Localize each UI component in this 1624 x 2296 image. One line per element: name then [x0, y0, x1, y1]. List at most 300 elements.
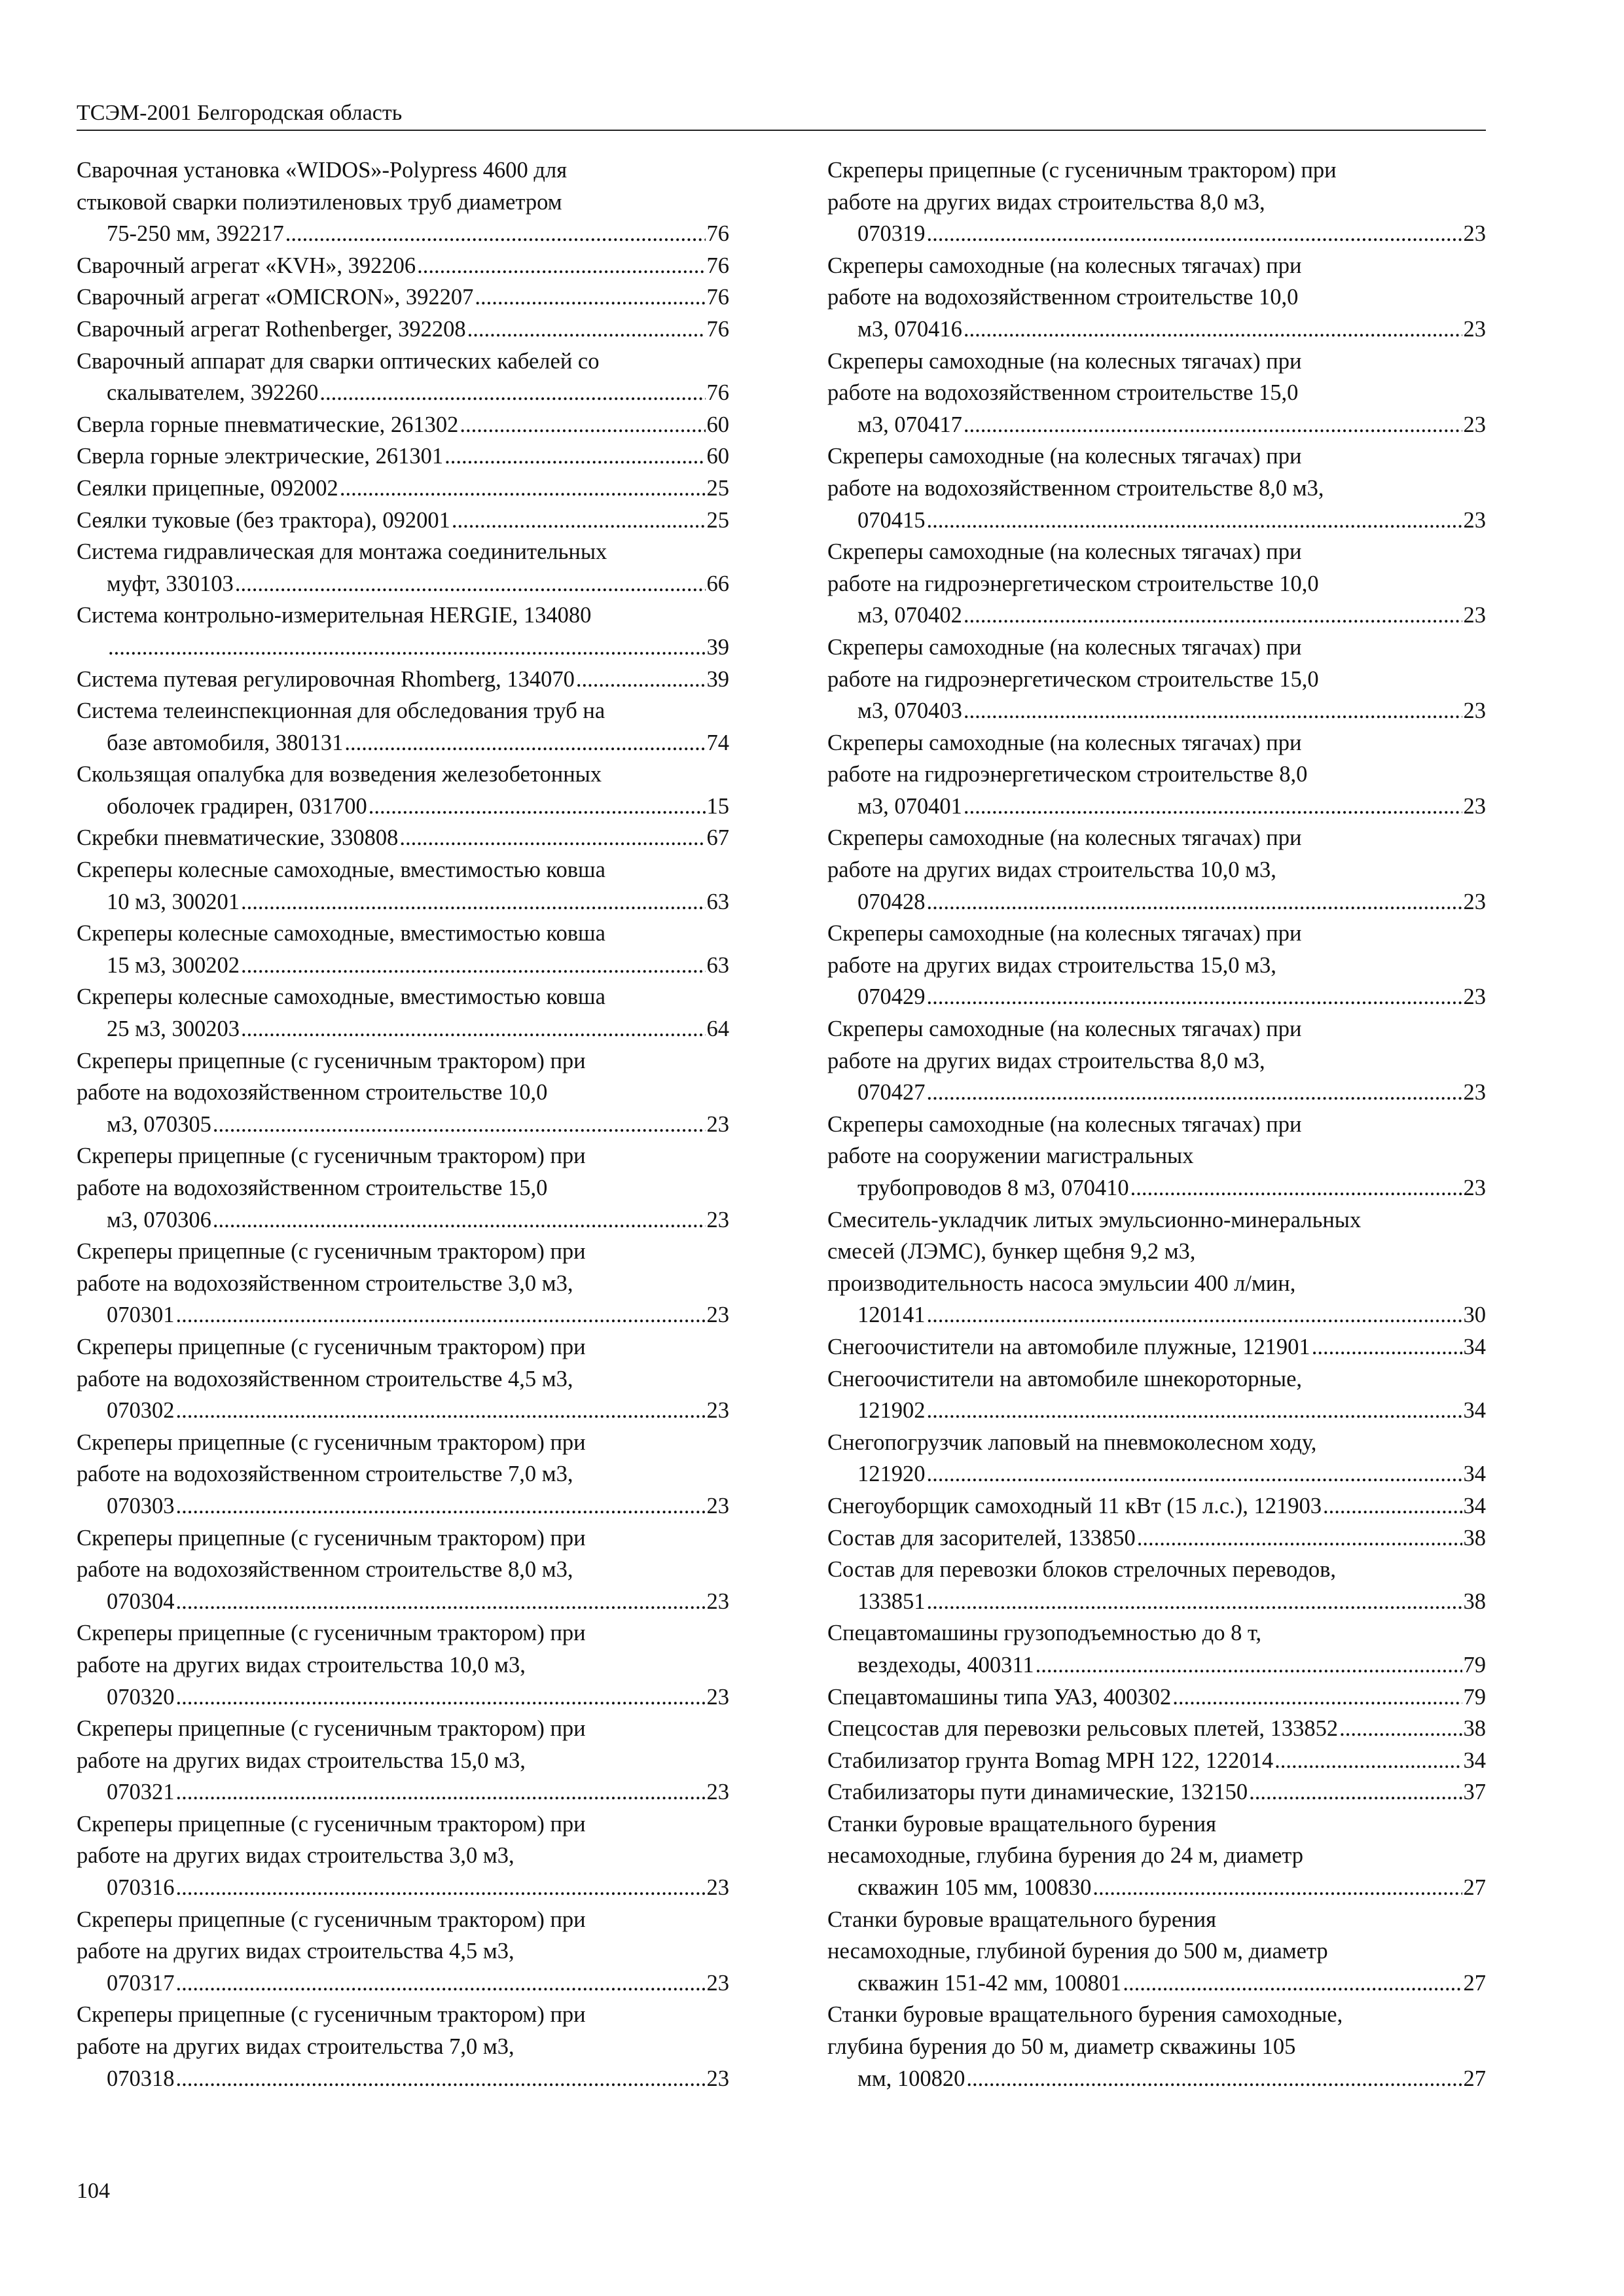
dot-leader	[369, 791, 706, 823]
index-entry-last-line	[107, 1776, 729, 1808]
index-entry-text: Стабилизаторы пути динамические, 132150	[827, 1780, 1248, 1805]
dot-leader	[176, 1395, 706, 1427]
page-reference: 23	[706, 1111, 729, 1137]
index-entry-last-line	[107, 1109, 729, 1141]
index-entry	[827, 822, 1486, 918]
index-entry-line: Скреперы колесные самоходные, вместимостью ковша	[77, 984, 605, 1010]
index-entry-line: Скреперы колесные самоходные, вместимостью ковша	[77, 857, 605, 883]
index-entry-line: работе на водохозяйственном строительстве 10,0	[77, 1080, 548, 1105]
dot-leader	[964, 695, 1462, 727]
index-entry-line: Скреперы прицепные (с гусеничным трактором) при	[77, 1334, 586, 1359]
index-entry-line: Скреперы самоходные (на колесных тягачах) при	[827, 1111, 1302, 1137]
page-reference: 23	[1463, 603, 1486, 628]
dot-leader	[176, 1967, 706, 2000]
index-entry	[77, 854, 729, 918]
page-reference: 23	[1463, 412, 1486, 437]
index-entry-last-line	[107, 727, 729, 759]
page-reference: 34	[1463, 1334, 1486, 1359]
page-reference: 27	[1463, 1875, 1486, 1901]
index-entry	[827, 1427, 1486, 1490]
index-entry	[827, 1681, 1486, 1713]
index-entry-text: 070304	[107, 1588, 175, 1614]
index-entry-line: работе на сооружении магистральных	[827, 1143, 1194, 1169]
index-entry-text: 25 м3, 300203	[107, 1016, 240, 1042]
page-reference: 23	[706, 1207, 729, 1232]
index-entry-text: 133851	[857, 1588, 926, 1614]
index-entry-text: базе автомобиля, 380131	[107, 730, 344, 755]
index-entry-line: Состав для перевозки блоков стрелочных переводов,	[827, 1557, 1337, 1583]
page-reference: 76	[706, 380, 729, 406]
index-entry-last-line	[857, 2063, 1486, 2095]
index-entry-last-line	[827, 1713, 1486, 1745]
dot-leader	[927, 505, 1462, 537]
index-entry-line: Скреперы прицепные (с гусеничным трактором) при	[77, 1716, 586, 1742]
index-entry	[827, 1013, 1486, 1109]
index-entry-line: Система контрольно-измерительная HERGIE, 134080	[77, 603, 592, 628]
index-entry-text: 070319	[857, 221, 926, 247]
page-reference: 38	[1463, 1525, 1486, 1551]
index-entry-line: работе на гидроэнергетическом строительстве 8,0	[827, 762, 1308, 787]
dot-leader	[1249, 1776, 1462, 1808]
index-entry-line: работе на водохозяйственном строительстве 15,0	[827, 380, 1299, 406]
index-entry-text: 070320	[107, 1684, 175, 1710]
page-reference: 39	[706, 634, 729, 660]
index-entry-line: стыковой сварки полиэтиленовых труб диаметром	[77, 189, 562, 215]
index-entry-last-line	[857, 791, 1486, 823]
dot-leader	[399, 822, 705, 854]
index-entry	[77, 409, 729, 441]
index-entry	[827, 1522, 1486, 1554]
index-entry	[77, 664, 729, 696]
index-entry-text: 10 м3, 300201	[107, 889, 240, 914]
index-entry-text: м3, 070403	[857, 698, 962, 724]
dot-leader	[927, 981, 1462, 1013]
index-entry-line: Скреперы прицепные (с гусеничным трактором) при	[77, 1143, 586, 1169]
index-entry-text: Снегоуборщик самоходный 11 кВт (15 л.с.), 121903	[827, 1493, 1322, 1518]
index-entry	[827, 1554, 1486, 1617]
index-entry-line: работе на других видах строительства 8,0 м3,	[827, 189, 1265, 215]
index-entry-text: 070301	[107, 1302, 175, 1328]
page-reference: 76	[706, 285, 729, 310]
index-entry-last-line	[857, 1299, 1486, 1331]
page-reference: 60	[706, 444, 729, 469]
index-entry-line: работе на водохозяйственном строительстве 15,0	[77, 1175, 548, 1200]
index-entry-line: Сварочный аппарат для сварки оптических кабелей со	[77, 348, 600, 374]
page-reference: 76	[706, 316, 729, 342]
index-entry-line: работе на водохозяйственном строительстве 10,0	[827, 285, 1299, 310]
dot-leader	[235, 568, 706, 600]
index-entry-line: Смеситель-укладчик литых эмульсионно-минеральных	[827, 1207, 1362, 1232]
dot-leader	[927, 218, 1462, 250]
index-entry-line: работе на водохозяйственном строительстве 3,0 м3,	[77, 1270, 573, 1296]
index-entry-last-line	[107, 1204, 729, 1236]
index-entry-line: Скреперы колесные самоходные, вместимостью ковша	[77, 921, 605, 946]
index-entry-text: м3, 070305	[107, 1111, 211, 1137]
index-entry-text: мм, 100820	[857, 2066, 965, 2091]
index-column-right	[827, 154, 1486, 2094]
index-entry-text: 070317	[107, 1970, 175, 1996]
page-reference: 23	[1463, 507, 1486, 533]
index-entry-text: 15 м3, 300202	[107, 952, 240, 978]
index-entry	[77, 250, 729, 282]
index-entry	[827, 1490, 1486, 1522]
index-entry	[77, 346, 729, 409]
index-entry-line: Скользящая опалубка для возведения железобетонных	[77, 762, 602, 787]
dot-leader	[475, 281, 705, 314]
page-reference: 63	[706, 952, 729, 978]
page-reference: 76	[706, 221, 729, 247]
index-entry	[77, 1999, 729, 2094]
page-reference: 27	[1463, 1970, 1486, 1996]
index-entry-last-line	[77, 409, 729, 441]
index-entry	[827, 1363, 1486, 1427]
dot-leader	[964, 600, 1462, 632]
page-reference: 38	[1463, 1588, 1486, 1614]
index-entry	[827, 346, 1486, 441]
page-reference: 23	[1463, 1175, 1486, 1200]
index-entry-last-line	[107, 1681, 729, 1713]
index-entry-last-line	[857, 1649, 1486, 1681]
index-entry-line: работе на гидроэнергетическом строительстве 15,0	[827, 666, 1319, 692]
index-entry	[827, 1713, 1486, 1745]
page-reference: 23	[1463, 793, 1486, 819]
index-entry	[827, 1904, 1486, 2000]
index-entry-text: 070429	[857, 984, 926, 1010]
dot-leader	[966, 2063, 1462, 2095]
index-entry-last-line	[857, 409, 1486, 441]
dot-leader	[1092, 1872, 1462, 1904]
index-entry	[77, 281, 729, 314]
index-entry-line: Скреперы прицепные (с гусеничным трактором) при	[77, 1429, 586, 1455]
index-entry-text: м3, 070416	[857, 316, 962, 342]
index-entry	[827, 1617, 1486, 1681]
index-entry-text: м3, 070401	[857, 793, 962, 819]
page-reference: 23	[706, 2066, 729, 2091]
index-entry	[77, 1522, 729, 1618]
index-entry-line: Станки буровые вращательного бурения самоходные,	[827, 2002, 1343, 2028]
page-reference: 25	[706, 475, 729, 501]
page-reference: 38	[1463, 1716, 1486, 1742]
index-entry-line: работе на других видах строительства 3,0 м3,	[77, 1843, 514, 1869]
index-entry-text: 070318	[107, 2066, 175, 2091]
index-entry-last-line	[107, 377, 729, 409]
index-entry	[827, 250, 1486, 346]
index-entry-line: смесей (ЛЭМС), бункер щебня 9,2 м3,	[827, 1239, 1196, 1265]
dot-leader	[927, 1299, 1462, 1331]
index-entry-last-line	[827, 1522, 1486, 1554]
index-entry	[77, 1713, 729, 1808]
index-entry-line: Скреперы прицепные (с гусеничным трактором) при	[77, 2002, 586, 2028]
dot-leader	[964, 409, 1462, 441]
index-entry-text: оболочек градирен, 031700	[107, 793, 367, 819]
index-entry	[77, 600, 729, 663]
page-reference: 23	[1463, 698, 1486, 724]
dot-leader	[1172, 1681, 1462, 1713]
index-entry-last-line	[857, 1172, 1486, 1204]
index-entry-last-line	[107, 886, 729, 918]
index-entry-text: Спецсостав для перевозки рельсовых плетей, 133852	[827, 1716, 1339, 1742]
index-entry-last-line	[107, 1299, 729, 1331]
index-entry-line: Спецавтомашины грузоподъемностью до 8 т,	[827, 1621, 1262, 1646]
index-entry-line: Скреперы прицепные (с гусеничным трактором) при	[77, 1907, 586, 1932]
index-entry-text: 070302	[107, 1398, 175, 1424]
index-entry-line: Скреперы самоходные (на колесных тягачах) при	[827, 1016, 1302, 1042]
index-entry-line: Скреперы прицепные (с гусеничным трактором) при	[77, 1048, 586, 1073]
index-entry-last-line	[857, 886, 1486, 918]
index-entry	[77, 1140, 729, 1236]
index-entry-line: работе на других видах строительства 15,0 м3,	[827, 952, 1276, 978]
index-entry-line: Скреперы прицепные (с гусеничным трактором) при	[77, 1525, 586, 1551]
index-entry-last-line	[107, 791, 729, 823]
page-reference: 37	[1463, 1780, 1486, 1805]
page-reference: 23	[1463, 221, 1486, 247]
index-entry-last-line	[827, 1745, 1486, 1777]
index-entry	[827, 918, 1486, 1013]
index-entry-text: Сверла горные пневматические, 261302	[77, 412, 459, 437]
index-entry-line: работе на других видах строительства 10,0 м3,	[77, 1652, 526, 1677]
index-entry-line: Скреперы самоходные (на колесных тягачах) при	[827, 253, 1302, 278]
index-entry-last-line	[827, 1331, 1486, 1363]
index-entry-text: 121920	[857, 1462, 926, 1487]
index-entry-line: Система телеинспекционная для обследования труб на	[77, 698, 605, 724]
dot-leader	[1339, 1713, 1462, 1745]
index-entry	[77, 1808, 729, 1904]
index-entry-line: Скреперы самоходные (на колесных тягачах) при	[827, 539, 1302, 565]
page-reference: 23	[706, 1588, 729, 1614]
page-reference: 76	[706, 253, 729, 278]
index-entry	[827, 1331, 1486, 1363]
index-entry	[827, 1999, 1486, 2094]
dot-leader	[108, 632, 706, 664]
index-entry	[77, 154, 729, 250]
index-entry-text: м3, 070306	[107, 1207, 211, 1232]
dot-leader	[1137, 1522, 1462, 1554]
index-entry-line: Сварочная установка «WIDOS»-Polypress 4600 для	[77, 158, 568, 183]
index-entry-last-line	[107, 568, 729, 600]
dot-leader	[319, 377, 705, 409]
index-entry-line: Скреперы самоходные (на колесных тягачах) при	[827, 634, 1302, 660]
index-entry-text: 75-250 мм, 392217	[107, 221, 284, 247]
index-entry	[77, 536, 729, 600]
dot-leader	[344, 727, 705, 759]
index-entry-text: скалывателем, 392260	[107, 380, 319, 406]
page-reference: 63	[706, 889, 729, 914]
index-entry-line: работе на водохозяйственном строительстве 7,0 м3,	[77, 1462, 573, 1487]
index-entry	[77, 1617, 729, 1713]
index-entry-text: Система путевая регулировочная Rhomberg, 134070	[77, 666, 575, 692]
index-entry-text: 120141	[857, 1302, 926, 1328]
index-entry-line: работе на других видах строительства 7,0 м3,	[77, 2034, 514, 2060]
page-reference: 30	[1463, 1302, 1486, 1328]
index-entry	[77, 473, 729, 505]
index-entry-line: работе на гидроэнергетическом строительстве 10,0	[827, 571, 1319, 596]
index-entry-text: 070316	[107, 1875, 175, 1901]
dot-leader	[452, 505, 706, 537]
page-reference: 27	[1463, 2066, 1486, 2091]
index-entry-last-line	[857, 1967, 1486, 2000]
index-entry-line: Скреперы самоходные (на колесных тягачах) при	[827, 825, 1302, 851]
index-entry	[827, 440, 1486, 536]
index-entry-text: 070303	[107, 1493, 175, 1518]
index-entry-text: Сварочный агрегат Rothenberger, 392208	[77, 316, 466, 342]
index-entry	[827, 1204, 1486, 1331]
page-reference: 23	[1463, 889, 1486, 914]
index-entry-line: несамоходные, глубина бурения до 24 м, диаметр	[827, 1843, 1304, 1869]
page-reference: 79	[1463, 1684, 1486, 1710]
page-reference: 23	[1463, 984, 1486, 1010]
index-entry-text: 070427	[857, 1080, 926, 1105]
page-reference: 74	[706, 730, 729, 755]
dot-leader	[1130, 1172, 1462, 1204]
index-entry-last-line	[77, 250, 729, 282]
index-entry-line: работе на других видах строительства 10,0 м3,	[827, 857, 1276, 883]
index-entry-text: 070415	[857, 507, 926, 533]
page-reference: 23	[706, 1684, 729, 1710]
index-entry-line: Скреперы самоходные (на колесных тягачах) при	[827, 444, 1302, 469]
index-entry	[77, 1331, 729, 1427]
index-entry	[77, 1427, 729, 1522]
index-entry-line: Скреперы прицепные (с гусеничным трактором) при	[827, 158, 1337, 183]
page-number: 104	[77, 2179, 110, 2203]
index-entry-line: работе на других видах строительства 8,0 м3,	[827, 1048, 1265, 1073]
page-reference: 25	[706, 507, 729, 533]
dot-leader	[1323, 1490, 1462, 1522]
index-entry	[77, 1045, 729, 1141]
page-reference: 15	[706, 793, 729, 819]
page-reference: 66	[706, 571, 729, 596]
index-entry-line: Снегоочистители на автомобиле шнекороторные,	[827, 1366, 1303, 1391]
dot-leader	[176, 1490, 706, 1522]
index-entry-last-line	[107, 1490, 729, 1522]
index-entry-line: работе на других видах строительства 15,0 м3,	[77, 1748, 526, 1773]
index-entry	[77, 505, 729, 537]
index-entry-last-line	[857, 981, 1486, 1013]
page-reference: 67	[706, 825, 729, 851]
dot-leader	[176, 2063, 706, 2095]
index-entry-text: Сеялки прицепные, 092002	[77, 475, 338, 501]
page-reference: 39	[706, 666, 729, 692]
index-entry-line: глубина бурения до 50 м, диаметр скважины 105	[827, 2034, 1296, 2060]
index-entry-text: Сварочный агрегат «OMICRON», 392207	[77, 285, 474, 310]
index-entry-last-line	[77, 473, 729, 505]
dot-leader	[285, 218, 706, 250]
index-entry-line: работе на водохозяйственном строительстве 8,0 м3,	[827, 475, 1324, 501]
index-entry-line: Снегопогрузчик лаповый на пневмоколесном ходу,	[827, 1429, 1317, 1455]
index-entry-line: Скреперы прицепные (с гусеничным трактором) при	[77, 1239, 586, 1265]
index-entry-last-line	[107, 632, 729, 664]
dot-leader	[467, 314, 706, 346]
index-entry	[827, 1776, 1486, 1808]
page-reference: 23	[1463, 316, 1486, 342]
index-entry-text: Сеялки туковые (без трактора), 092001	[77, 507, 450, 533]
index-entry-text: муфт, 330103	[107, 571, 234, 596]
index-column-left	[77, 154, 729, 2094]
page-reference: 23	[1463, 1080, 1486, 1105]
dot-leader	[417, 250, 705, 282]
index-entry-last-line	[107, 2063, 729, 2095]
index-entry	[77, 759, 729, 822]
index-entry	[77, 695, 729, 759]
index-entry-last-line	[77, 664, 729, 696]
index-entry	[77, 1904, 729, 2000]
index-entry	[77, 822, 729, 854]
index-entry	[827, 154, 1486, 250]
index-entry-last-line	[107, 1872, 729, 1904]
index-entry-text: Скребки пневматические, 330808	[77, 825, 399, 851]
index-entry-last-line	[77, 440, 729, 473]
page-reference: 23	[706, 1875, 729, 1901]
index-entry-line: Скреперы прицепные (с гусеничным трактором) при	[77, 1621, 586, 1646]
index-entry-last-line	[827, 1776, 1486, 1808]
dot-leader	[1274, 1745, 1462, 1777]
page-reference: 23	[706, 1493, 729, 1518]
index-entry-last-line	[827, 1490, 1486, 1522]
index-entry-last-line	[107, 1395, 729, 1427]
index-entry-line: Скреперы самоходные (на колесных тягачах) при	[827, 348, 1302, 374]
index-entry-text: м3, 070417	[857, 412, 962, 437]
index-entry-last-line	[107, 1967, 729, 2000]
index-entry	[77, 981, 729, 1045]
index-entry-text: Снегоочистители на автомобиле плужные, 121901	[827, 1334, 1310, 1359]
index-entry	[77, 440, 729, 473]
index-entry-line: производительность насоса эмульсии 400 л/мин,	[827, 1270, 1296, 1296]
index-entry-last-line	[77, 505, 729, 537]
running-header: ТСЭМ-2001 Белгородская область	[77, 98, 1486, 131]
index-entry	[827, 1745, 1486, 1777]
dot-leader	[964, 314, 1462, 346]
page-reference: 23	[706, 1970, 729, 1996]
index-entry-text: трубопроводов 8 м3, 070410	[857, 1175, 1129, 1200]
index-entry-last-line	[857, 1458, 1486, 1490]
index-entry	[77, 918, 729, 981]
dot-leader	[927, 1586, 1462, 1618]
index-entry	[827, 632, 1486, 727]
index-entry-line: несамоходные, глубиной бурения до 500 м, диаметр	[827, 1939, 1328, 1964]
dot-leader	[927, 1395, 1462, 1427]
dot-leader	[927, 1458, 1462, 1490]
dot-leader	[1123, 1967, 1462, 2000]
dot-leader	[176, 1776, 706, 1808]
index-entry	[77, 1236, 729, 1331]
index-entry-text: скважин 105 мм, 100830	[857, 1875, 1092, 1901]
index-entry-last-line	[857, 1586, 1486, 1618]
index-entry-line: работе на водохозяйственном строительстве 4,5 м3,	[77, 1366, 573, 1391]
index-entry-last-line	[827, 1681, 1486, 1713]
index-entry-text: Стабилизатор грунта Bomag MPH 122, 122014	[827, 1748, 1274, 1773]
index-entry-last-line	[857, 1872, 1486, 1904]
page-reference: 79	[1463, 1652, 1486, 1677]
index-entry-text: скважин 151-42 мм, 100801	[857, 1970, 1122, 1996]
index-entry-text: м3, 070402	[857, 603, 962, 628]
index-entry-line: Скреперы прицепные (с гусеничным трактором) при	[77, 1811, 586, 1837]
dot-leader	[576, 664, 706, 696]
dot-leader	[460, 409, 705, 441]
dot-leader	[444, 440, 705, 473]
dot-leader	[241, 1013, 706, 1045]
index-entry-last-line	[107, 950, 729, 982]
index-entry-text: вездеходы, 400311	[857, 1652, 1034, 1677]
dot-leader	[1312, 1331, 1462, 1363]
index-entry-text: Сверла горные электрические, 261301	[77, 444, 444, 469]
dot-leader	[176, 1872, 706, 1904]
dot-leader	[1036, 1649, 1462, 1681]
index-entry-last-line	[857, 600, 1486, 632]
dot-leader	[927, 886, 1462, 918]
dot-leader	[241, 950, 706, 982]
index-entry-line: Система гидравлическая для монтажа соединительных	[77, 539, 607, 565]
index-entry	[827, 536, 1486, 632]
dot-leader	[927, 1077, 1462, 1109]
